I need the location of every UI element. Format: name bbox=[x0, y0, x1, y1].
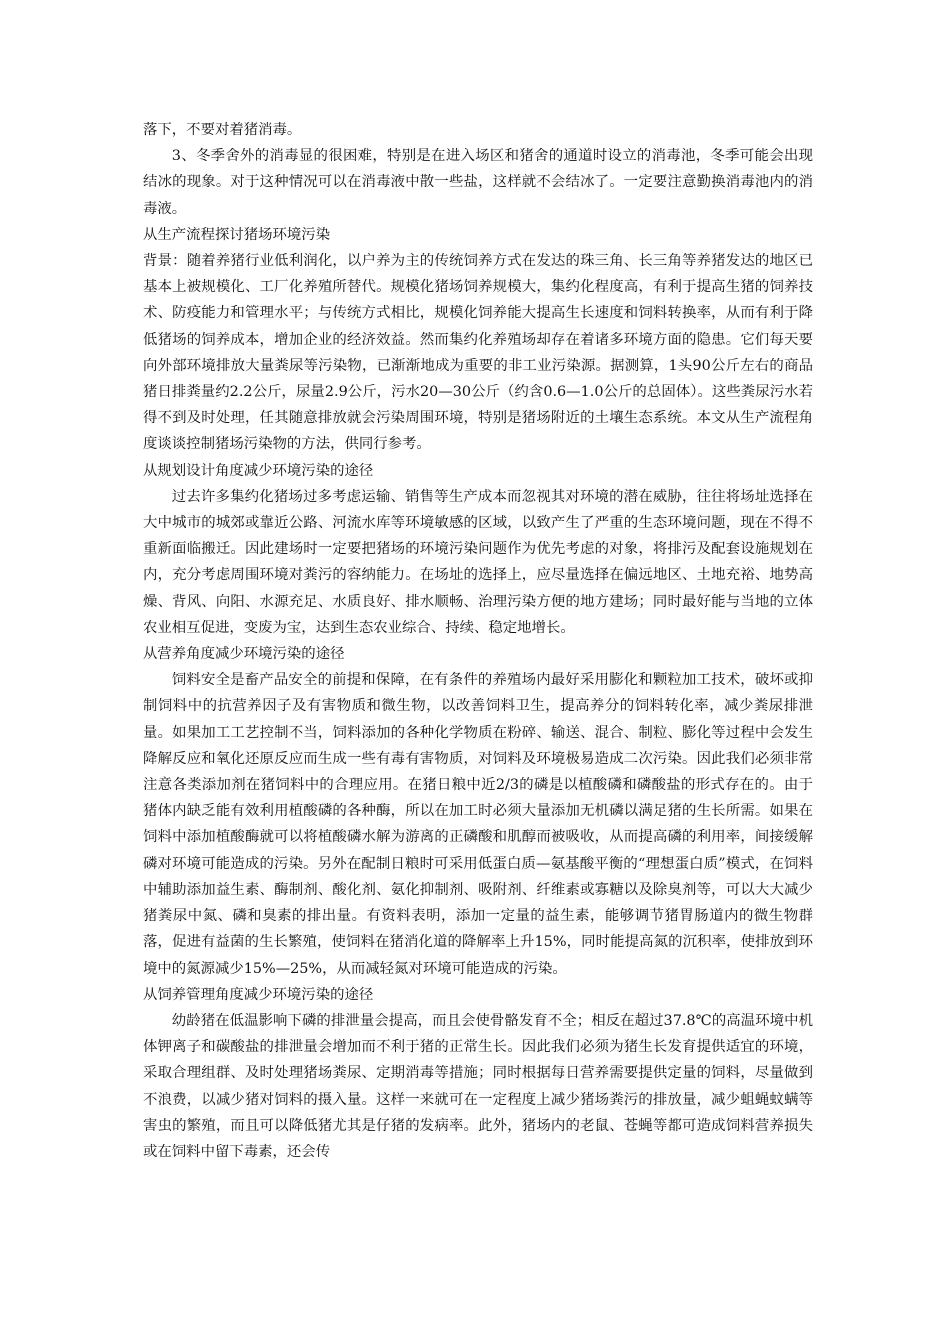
section-heading-planning-design: 从规划设计角度减少环境污染的途径 bbox=[143, 462, 374, 479]
document-page bbox=[143, 117, 813, 1165]
paragraph-nutrition: 饲料安全是畜产品安全的前提和保障，在有条件的养殖场内最好采用膨化和颗粒加工技术，破坏或抑制饲料中的抗营养因子及有害物质和微生物，以改善饲料卫生，提高养分的饲料转化率，减少粪尿排泄量。如果加工工艺控制不当，饲料添加的各种化学物质在粉碎、输送、混合、制粒、膨化等过程中会发生降解反应和氧化还原反应而生成一些有毒有害物质，对饲料及环境极易造成二次污染。因此我们必须非常注意各类添加剂在猪饲料中的合理应用。在猪日粮中近2/3的磷是以植酸磷和磷酸盐的形式存在的。由于猪体内缺乏能有效利用植酸磷的各种酶，所以在加工时必须大量添加无机磷以满足猪的生长所需。如果在饲料中添加植酸酶就可以将植酸磷水解为游离的正磷酸和肌醇而被吸收，从而提高磷的利用率，间接缓解磷对环境可能造成的污染。另外在配制日粮时可采用低蛋白质—氨基酸平衡的“理想蛋白质”模式，在饲料中辅助添加益生素、酶制剂、酸化剂、氨化抑制剂、吸附剂、纤维素或寡糖以及除臭剂等，可以大大减少猪粪尿中氮、磷和臭素的排出量。有资料表明，添加一定量的益生素，能够调节猪胃肠道内的微生物群落，促进有益菌的生长繁殖，使饲料在猪消化道的降解率上升15%，同时能提高氮的沉积率，使排放到环境中的氮源减少15%—25%，从而减轻氮对环境可能造成的污染。 bbox=[143, 672, 813, 977]
paragraph-feeding-management: 幼龄猪在低温影响下磷的排泄量会提高，而且会使骨骼发育不全；相反在超过37.8℃的高温环境中机体钾离子和碳酸盐的排泄量会增加而不利于猪的正常生长。因此我们必须为猪生长发育提供适宜的环境，采取合理组群、及时处理猪场粪尿、定期消毒等措施；同时根据每日营养需要提供定量的饲料，尽量做到不浪费，以减少猪对饲料的摄入量。这样一来就可在一定程度上减少猪场粪污的排放量，减少蛆蝇蚊螨等害虫的繁殖，而且可以降低猪尤其是仔猪的发病率。此外，猪场内的老鼠、苍蝇等都可造成饲料营养损失或在饲料中留下毒素，还会传 bbox=[143, 1012, 813, 1160]
paragraph-planning-design: 过去许多集约化猪场过多考虑运输、销售等生产成本而忽视其对环境的潜在威胁，往往将场址选择在大中城市的城郊或靠近公路、河流水库等环境敏感的区域，以致产生了严重的生态环境问题，现在不得不重新面临搬迁。因此建场时一定要把猪场的环境污染问题作为优先考虑的对象，将排污及配套设施规划在内，充分考虑周围环境对粪污的容纳能力。在场址的选择上，应尽量选择在偏远地区、土地充裕、地势高燥、背风、向阳、水源充足、水质良好、排水顺畅、治理污染方便的地方建场；同时最好能与当地的立体农业相互促进，变废为宝，达到生态农业综合、持续、稳定地增长。 bbox=[143, 488, 813, 636]
section-heading-nutrition: 从营养角度减少环境污染的途径 bbox=[143, 646, 345, 663]
paragraph-background: 背景：随着养猪行业低利润化，以户养为主的传统饲养方式在发达的珠三角、长三角等养猪发达的地区已基本上被规模化、工厂化养殖所替代。规模化猪场饲养规模大，集约化程度高，有利于提高生猪的饲养技术、防疫能力和管理水平；与传统方式相比，规模化饲养能大提高生长速度和饲料转换率，从而有利于降低猪场的饲养成本，增加企业的经济效益。然而集约化养殖场却存在着诸多环境方面的隐患。它们每天要向外部环境排放大量粪尿等污染物，已渐渐地成为重要的非工业污染源。据测算，1头90公斤左右的商品猪日排粪量约2.2公斤，尿量2.9公斤，污水20—30公斤（约含0.6—1.0公斤的总固体）。这些粪尿污水若得不到及时处理，任其随意排放就会污染周围环境，特别是猪场附近的土壤生态系统。本文从生产流程角度谈谈控制猪场污染物的方法，供同行参考。 bbox=[143, 253, 813, 453]
paragraph-winter-disinfection: 3、冬季舍外的消毒显的很困难，特别是在进入场区和猪舍的通道时设立的消毒池，冬季可能会出现结冰的现象。对于这种情况可以在消毒液中散一些盐，这样就不会结冰了。一定要注意勤换消毒池内的消毒液。 bbox=[143, 148, 813, 217]
section-heading-production-flow: 从生产流程探讨猪场环境污染 bbox=[143, 226, 331, 243]
section-heading-feeding-management: 从饲养管理角度减少环境污染的途径 bbox=[143, 986, 374, 1003]
paragraph-continuation: 落下，不要对着猪消毒。 bbox=[143, 122, 302, 138]
